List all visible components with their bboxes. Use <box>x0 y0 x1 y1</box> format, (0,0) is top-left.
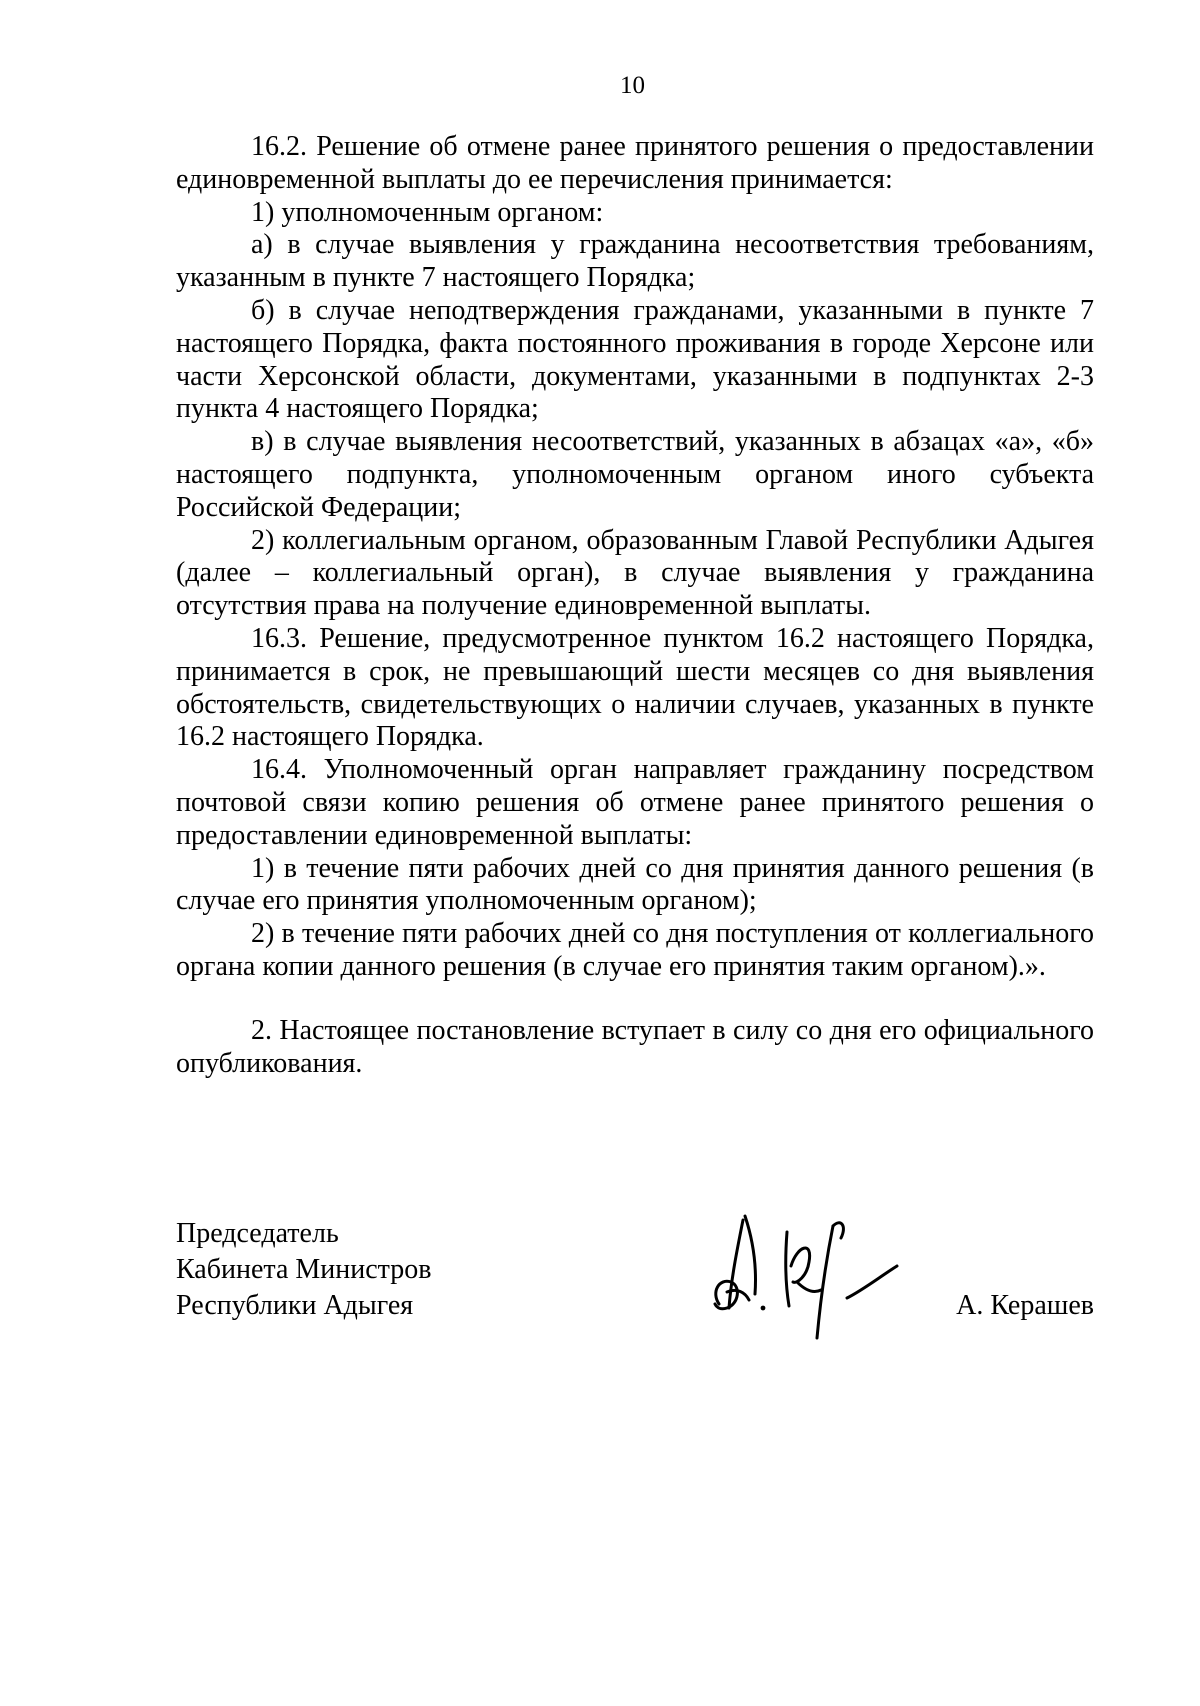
signatory-title-line: Кабинета Министров <box>176 1254 432 1285</box>
signatory-title <box>176 1216 431 1324</box>
page-number: 10 <box>620 72 645 99</box>
signature-block <box>176 1216 1094 1346</box>
paragraph-item-v: в) в случае выявления несоответствий, указанных в абзацах «а», «б» настоящего подпункта, уполномоченным органом иного субъекта Российской Федерации; <box>176 426 1094 523</box>
paragraph-16-4: 16.4. Уполномоченный орган направляет гражданину посредством почтовой связи копию решения об отмене ранее принятого решения о предоставлении единовременной выплаты: <box>176 754 1094 851</box>
paragraph-item-1: 1) уполномоченным органом: <box>251 196 604 228</box>
paragraph-16-4-item-1: 1) в течение пяти рабочих дней со дня принятия данного решения (в случае его принятия уполномоченным органом); <box>176 852 1094 917</box>
signatory-title-line: Председатель <box>176 1218 339 1249</box>
signatory-name: А. Керашев <box>956 1290 1094 1321</box>
paragraph-item-b: б) в случае неподтверждения гражданами, указанными в пункте 7 настоящего Порядка, факта постоянного проживания в городе Херсоне или части Херсонской области, документами, указанными в подпунктах 2-3 пункта 4 настоящего Порядка; <box>176 294 1094 425</box>
signatory-title-line: Республики Адыгея <box>176 1290 414 1321</box>
paragraph-item-2: 2) коллегиальным органом, образованным Главой Республики Адыгея (далее – коллегиальный орган), в случае выявления у гражданина отсутствия права на получение единовременной выплаты. <box>176 524 1094 622</box>
paragraph-item-a: а) в случае выявления у гражданина несоответствия требованиям, указанным в пункте 7 настоящего Порядка; <box>176 229 1094 294</box>
document-body <box>176 131 1094 1080</box>
paragraph-16-4-item-2: 2) в течение пяти рабочих дней со дня поступления от коллегиального органа копии данного решения (в случае его принятия таким органом).». <box>176 918 1094 982</box>
handwritten-signature <box>701 1196 901 1346</box>
paragraph-16-3: 16.3. Решение, предусмотренное пунктом 16.2 настоящего Порядка, принимается в срок, не превышающий шести месяцев со дня выявления обстоятельств, свидетельствующих о наличии случаев, указанных в пункте 16.2 настоящего Порядка. <box>176 622 1094 753</box>
paragraph-clause-2: 2. Настоящее постановление вступает в силу со дня его официального опубликования. <box>176 1014 1094 1079</box>
paragraph-16-2: 16.2. Решение об отмене ранее принятого решения о предоставлении единовременной выплаты до ее перечисления принимается: <box>176 131 1094 195</box>
